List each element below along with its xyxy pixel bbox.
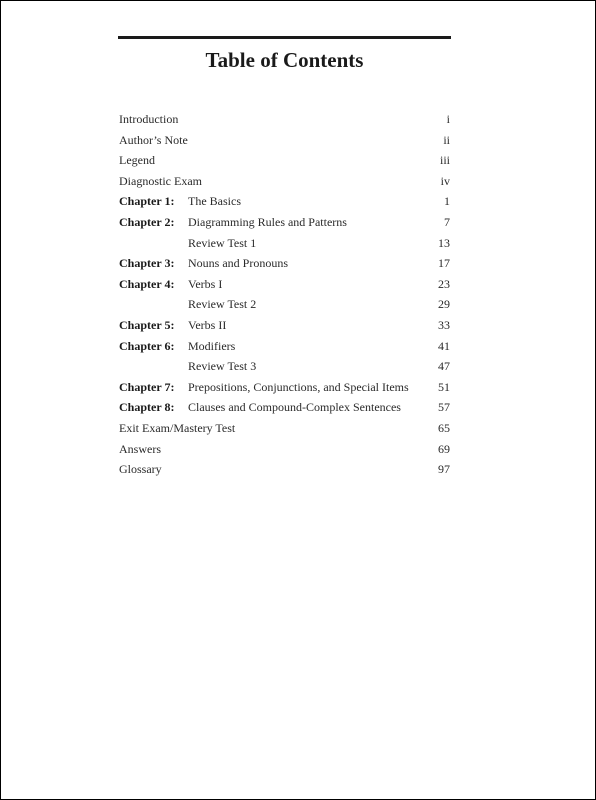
toc-entry	[119, 233, 450, 254]
toc-entry	[119, 397, 450, 418]
toc-entry-title: Answers	[119, 441, 161, 456]
toc-chapter-label: Chapter 6:	[119, 338, 175, 353]
toc-page-number: 47	[438, 359, 450, 374]
toc-entry	[119, 109, 450, 130]
toc-entry	[119, 315, 450, 336]
toc-entry	[119, 150, 450, 171]
toc-entry-title: Legend	[119, 153, 155, 168]
toc-page-number: iii	[439, 153, 450, 168]
toc-page-number: iv	[440, 173, 450, 188]
toc-entry	[119, 294, 450, 315]
toc-chapter-label: Chapter 4:	[119, 276, 175, 291]
toc-entry	[119, 459, 450, 480]
toc-entry-title: Exit Exam/Mastery Test	[119, 420, 236, 435]
toc-entry	[119, 418, 450, 439]
toc-page-number: 41	[438, 338, 450, 353]
toc-page-number: 33	[438, 317, 450, 332]
toc-entry-title: Glossary	[119, 462, 162, 477]
page-title: Table of Contents	[205, 48, 364, 72]
toc-page-number: 51	[438, 379, 450, 394]
toc-entry-title: Verbs II	[188, 317, 227, 332]
toc-entry-title: Diagnostic Exam	[119, 173, 202, 188]
toc-entry-title: Diagramming Rules and Patterns	[188, 214, 347, 229]
toc-chapter-label: Chapter 3:	[119, 256, 175, 271]
toc-entry	[119, 130, 450, 151]
toc-page-number: i	[446, 112, 450, 126]
toc-entry-title: Clauses and Compound-Complex Sentences	[188, 400, 401, 415]
toc-entry	[119, 336, 450, 357]
toc-chapter-label: Chapter 1:	[119, 194, 175, 209]
toc-entry	[119, 212, 450, 233]
toc-entry	[119, 356, 450, 377]
toc-chapter-label: Chapter 2:	[119, 214, 175, 229]
toc-page-number: 7	[444, 214, 450, 229]
toc-entry-title: Verbs I	[188, 276, 223, 291]
toc-entry-title: Review Test 1	[188, 235, 257, 250]
toc-entry-title: Nouns and Pronouns	[188, 256, 289, 271]
toc-entry-title: Review Test 3	[188, 359, 257, 374]
toc-entry-title: Review Test 2	[188, 297, 257, 312]
table-of-contents	[119, 109, 450, 480]
toc-page-number: 69	[438, 441, 450, 456]
toc-entry	[119, 274, 450, 295]
toc-chapter-label: Chapter 8:	[119, 400, 175, 415]
toc-entry-title: The Basics	[188, 194, 241, 209]
toc-chapter-label: Chapter 5:	[119, 317, 175, 332]
toc-entry	[119, 191, 450, 212]
toc-page-number: 13	[438, 235, 450, 250]
toc-page-number: 97	[438, 462, 450, 477]
toc-entry	[119, 171, 450, 192]
toc-page-number: 1	[444, 194, 450, 209]
toc-entry	[119, 377, 450, 398]
toc-chapter-label: Chapter 7:	[119, 379, 175, 394]
toc-page-number: 17	[438, 256, 450, 271]
toc-entry-title: Author’s Note	[119, 132, 188, 147]
toc-page-number: 57	[438, 400, 450, 415]
title-rule	[118, 36, 451, 39]
toc-page-number: 29	[438, 297, 450, 312]
toc-entry	[119, 439, 450, 460]
toc-entry-title: Introduction	[119, 112, 179, 126]
toc-page-number: 23	[438, 276, 450, 291]
toc-entry	[119, 253, 450, 274]
toc-entry-title: Modifiers	[188, 338, 236, 353]
toc-entry-title: Prepositions, Conjunctions, and Special Items	[188, 379, 409, 394]
toc-page-number: ii	[443, 132, 450, 147]
toc-page-number: 65	[438, 420, 450, 435]
